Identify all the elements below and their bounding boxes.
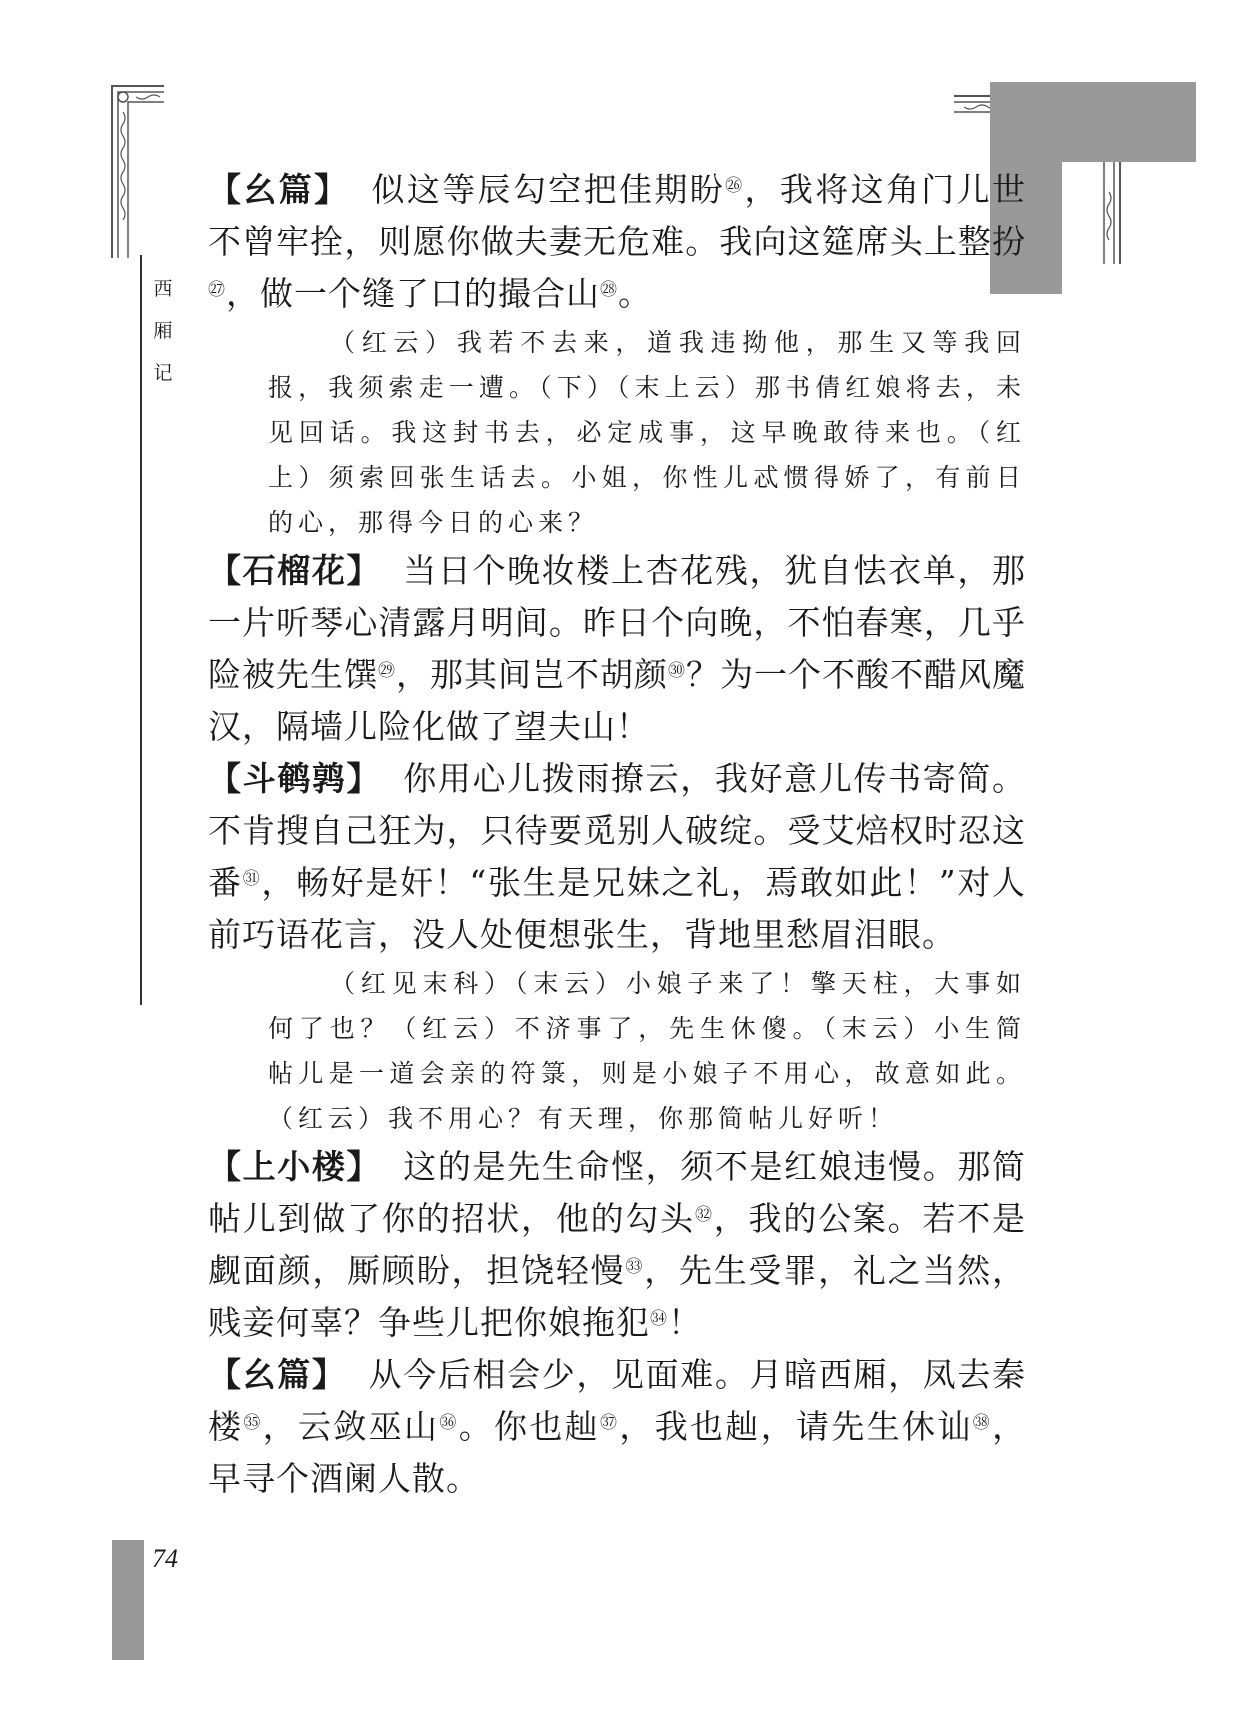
footnote-marker[interactable]: ㉘ — [600, 280, 618, 300]
verse-text: ，早寻个酒阑人散。 — [208, 1407, 1027, 1498]
footnote-marker[interactable]: ㊳ — [972, 1413, 993, 1433]
footnote-marker[interactable]: ㉞ — [650, 1309, 668, 1329]
footnote-marker[interactable]: ㉝ — [625, 1257, 645, 1277]
verse-text: ，畅好是奸！“张生是兄妹之礼，焉敢如此！”对人前巧语花言，没人处便想张生，背地里愁眉泪眼。 — [208, 863, 1027, 954]
footnote-marker[interactable]: ㉜ — [694, 1205, 714, 1225]
spoken-dialogue-block — [208, 961, 1026, 1141]
verse-text: ！ — [668, 1303, 702, 1342]
tune-name: 【幺篇】 — [208, 1355, 347, 1394]
footnote-marker[interactable]: ㉛ — [242, 869, 262, 889]
verse-text: ？为一个不酸不醋风魔汉，隔墙儿险化做了望夫山！ — [208, 655, 1026, 746]
tune-name: 【幺篇】 — [208, 170, 350, 209]
aria-verse — [208, 1141, 1026, 1349]
page-body — [208, 164, 1026, 1505]
verse-text: ，先生受罪，礼之当然，贱妾何辜？争些儿把你娘拖犯 — [208, 1251, 1027, 1342]
verse-text: ，云敛巫山 — [262, 1407, 440, 1446]
verse-text: ，做一个缝了口的撮合山 — [226, 274, 600, 313]
running-head-char: 西 — [153, 278, 173, 300]
verse-text: 当日个晚妆楼上杏花残，犹自怯衣单，那一片听琴心清露月明间。昨日个向晚，不怕春寒，几乎险被先生馔 — [208, 551, 1027, 694]
running-head-book-title — [148, 268, 178, 394]
spoken-dialogue: （红云）我若不去来，道我违拗他，那生又等我回报，我须索走一遭。（下）（末上云）那书倩红娘将去，未见回话。我这封书去，必定成事，这早晚敢待来也。（红上）须索回张生话去。小姐，你性儿忒惯得娇了，有前日的心，那得今日的心来？ — [268, 328, 1026, 537]
running-head-char: 厢 — [153, 320, 173, 342]
running-head-char: 记 — [153, 362, 173, 384]
verse-text: 。 — [618, 274, 652, 313]
spoken-dialogue: （红见末科）（末云）小娘子来了！擎天柱，大事如何了也？（红云）不济事了，先生休傻。（末云）小生简帖儿是一道会亲的符箓，则是小娘子不用心，故意如此。（红云）我不用心？有天理，你那简帖儿好听！ — [268, 969, 1026, 1133]
verse-text: 从今后相会少，见面难。月暗西厢，凤去秦楼 — [208, 1355, 1027, 1446]
verse-text: 你用心儿拨雨撩云，我好意儿传书寄简。不肯搜自己狂为，只待要觅别人破绽。受艾焙权时忍这番 — [208, 759, 1027, 902]
footnote-marker[interactable]: ㊲ — [600, 1413, 620, 1433]
aria-verse — [208, 1349, 1026, 1505]
gray-tab-mark-bottom — [112, 1540, 144, 1660]
verse-text: ，我也赸，请先生休讪 — [619, 1407, 973, 1446]
margin-rule — [140, 255, 142, 1005]
tune-name: 【上小楼】 — [208, 1147, 382, 1186]
tune-name: 【石榴花】 — [208, 551, 382, 590]
verse-text: ，我的公案。若不是觑面颜，厮顾盼，担饶轻慢 — [208, 1199, 1027, 1290]
spoken-dialogue-block — [208, 320, 1026, 545]
footnote-marker[interactable]: ㉗ — [208, 280, 226, 300]
verse-text: 这的是先生命悭，须不是红娘违慢。那简帖儿到做了你的招状，他的勾头 — [208, 1147, 1027, 1238]
footnote-marker[interactable]: ㊱ — [439, 1413, 459, 1433]
verse-text: ，我将这角门儿世不曾牢拴，则愿你做夫妻无危难。我向这筵席头上整扮 — [208, 170, 1027, 261]
page-number: 74 — [152, 1544, 178, 1573]
footnote-marker[interactable]: ㉚ — [668, 661, 686, 681]
aria-verse — [208, 753, 1026, 961]
footnote-marker[interactable]: ㉖ — [725, 176, 745, 196]
footnote-marker[interactable]: ㉟ — [243, 1413, 263, 1433]
verse-text: 似这等辰勾空把佳期盼 — [371, 170, 726, 209]
aria-verse — [208, 545, 1026, 753]
aria-verse — [208, 164, 1026, 320]
ornamental-corner-frame-left — [108, 82, 168, 262]
footnote-marker[interactable]: ㉙ — [378, 661, 396, 681]
tune-name: 【斗鹌鹑】 — [208, 759, 382, 798]
verse-text: 。你也赸 — [458, 1407, 601, 1446]
verse-text: ，那其间岂不胡颜 — [396, 655, 668, 694]
